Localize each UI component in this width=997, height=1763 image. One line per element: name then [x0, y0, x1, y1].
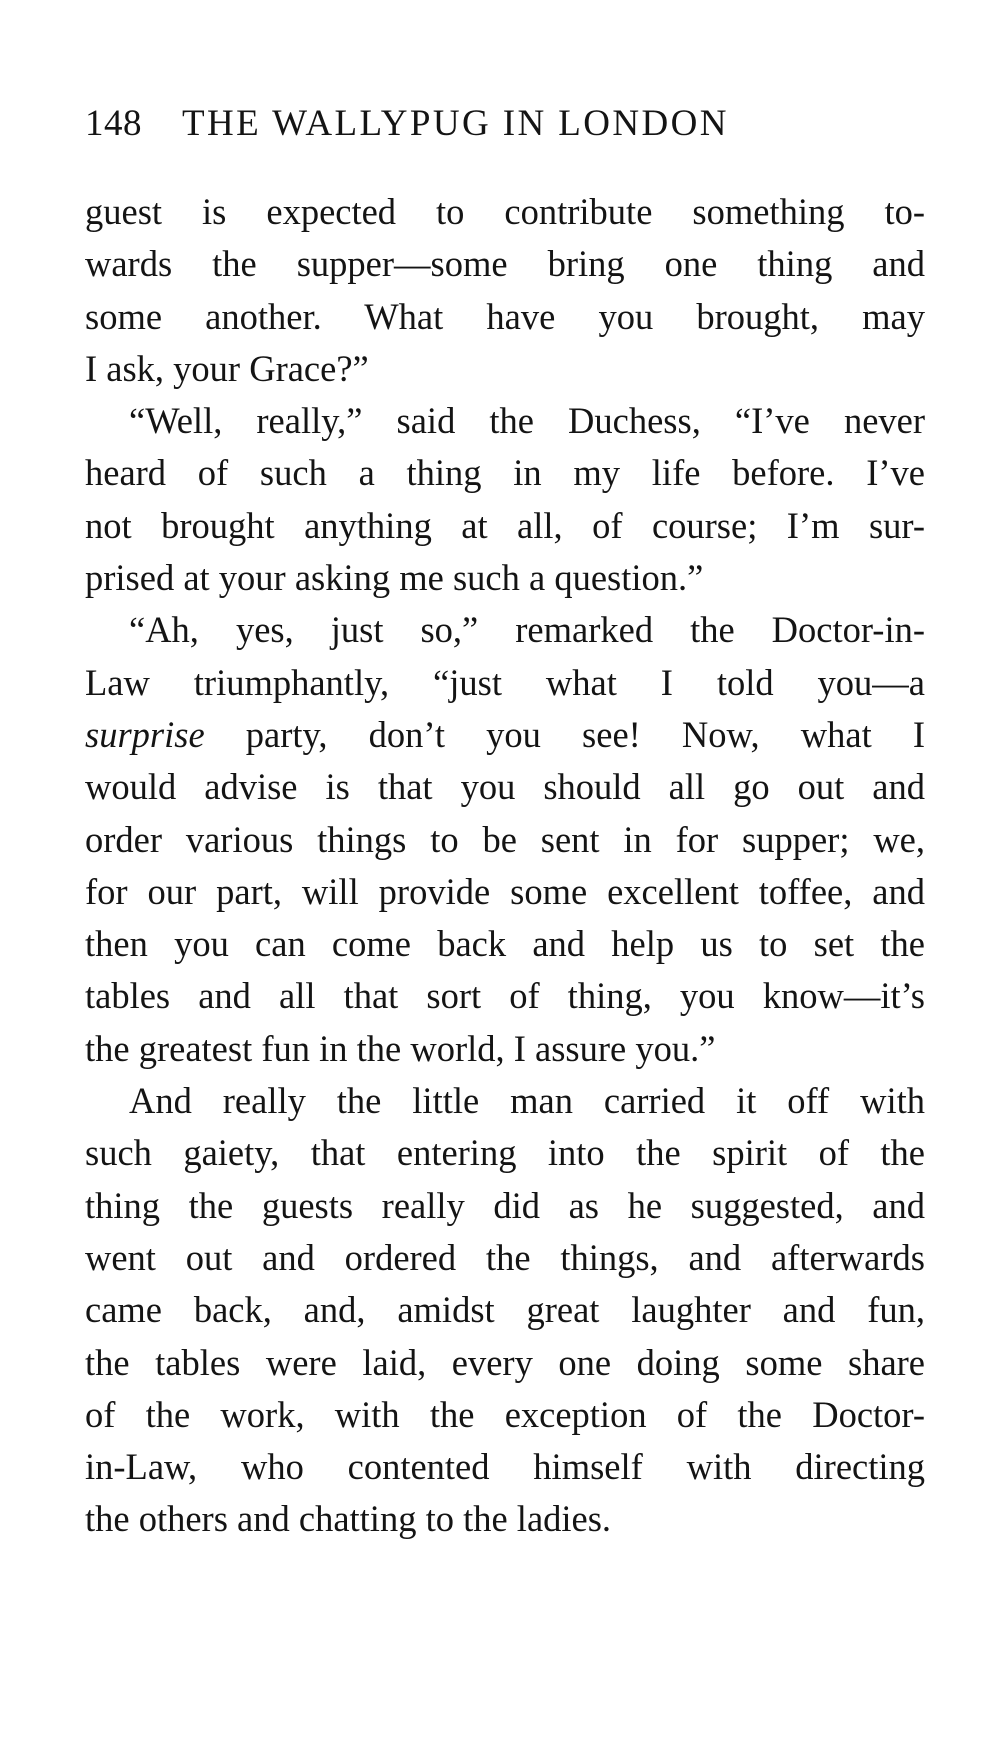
text-line: then you can come back and help us to set the — [85, 923, 925, 965]
text-line: some another. What have you brought, may — [85, 295, 925, 337]
text-line: would advise is that you should all go out and — [85, 766, 925, 808]
text-line: for our part, will provide some excellent toffee, and — [85, 870, 925, 912]
text-line: the greatest fun in the world, I assure you.” — [85, 1027, 716, 1069]
text-line: went out and ordered the things, and afterwards — [85, 1236, 925, 1278]
text-line: the tables were laid, every one doing some share — [85, 1341, 925, 1383]
text-line: “Ah, yes, just so,” remarked the Doctor-in- — [129, 609, 925, 651]
text-line: of the work, with the exception of the Doctor- — [85, 1393, 925, 1435]
paragraph — [85, 1075, 925, 1546]
text-line: Law triumphantly, “just what I told you—a — [85, 661, 925, 703]
paragraph — [85, 186, 925, 395]
text-line: the others and chatting to the ladies. — [85, 1498, 612, 1540]
text-line: order various things to be sent in for supper; we, — [85, 818, 925, 860]
text-line: such gaiety, that entering into the spirit of the — [85, 1132, 925, 1174]
text-line: came back, and, amidst great laughter and fun, — [85, 1289, 925, 1331]
paragraph — [85, 604, 925, 1075]
text-line: not brought anything at all, of course; I’m sur- — [85, 504, 925, 546]
text-line: thing the guests really did as he suggested, and — [85, 1184, 925, 1226]
text-fragment: party, don’t you see! Now, what I — [245, 713, 925, 755]
running-head — [85, 98, 825, 150]
body-text — [85, 186, 925, 1546]
text-line: guest is expected to contribute something to- — [85, 191, 925, 232]
running-title: THE WALLYPUG IN LONDON — [182, 103, 729, 144]
text-line: in-Law, who contented himself with directing — [85, 1446, 925, 1488]
text-line: tables and all that sort of thing, you know—it’s — [85, 975, 925, 1017]
text-line: prised at your asking me such a question.” — [85, 557, 704, 599]
text-line: heard of such a thing in my life before. I’ve — [85, 452, 925, 494]
page-number: 148 — [85, 103, 142, 144]
text-line-with-italic — [85, 709, 925, 761]
text-line: wards the supper—some bring one thing and — [85, 243, 925, 285]
text-line: I ask, your Grace?” — [85, 347, 369, 389]
italic-word: surprise — [85, 713, 205, 755]
text-line: And really the little man carried it off with — [129, 1080, 925, 1122]
text-line: “Well, really,” said the Duchess, “I’ve never — [129, 400, 925, 442]
paragraph — [85, 395, 925, 604]
